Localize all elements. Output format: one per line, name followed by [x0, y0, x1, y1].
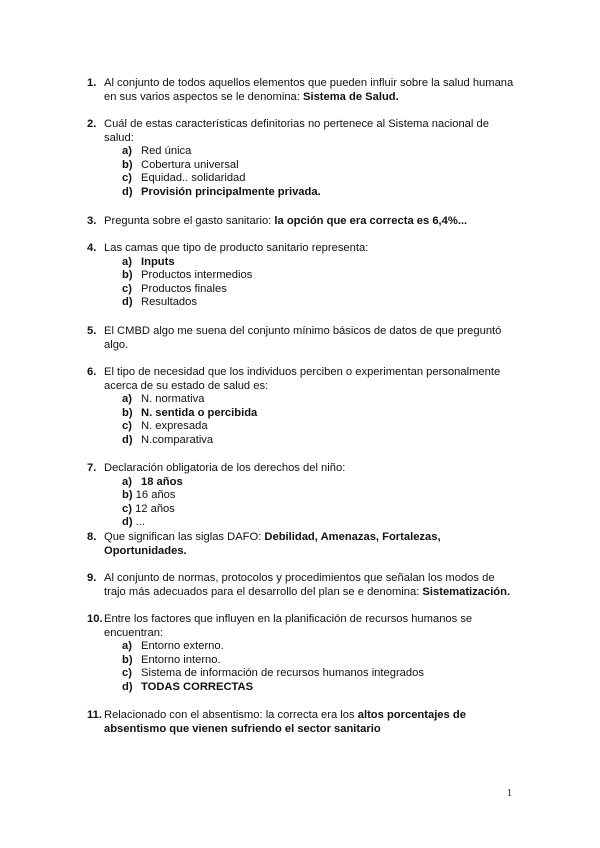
question-2 — [87, 118, 517, 200]
option-a: a) Red única — [122, 145, 192, 158]
option-c: c) Sistema de información de recursos humanos integrados — [122, 667, 424, 680]
question-text: Relacionado con el absentismo: la correcta era los — [104, 709, 355, 721]
question-6 — [87, 366, 517, 448]
options-list — [122, 145, 517, 199]
question-text: El CMBD algo me suena del conjunto mínimo básicos de datos de que preguntó algo. — [104, 325, 502, 351]
page-number: 1 — [507, 788, 512, 799]
question-text: Al conjunto de normas, protocolos y procedimientos que señalan los modos de trajo más adecuados para el desarrollo del plan se e denomina: — [104, 572, 495, 598]
option-c: c) 12 años — [122, 502, 175, 515]
options-list — [122, 256, 517, 310]
question-text: Cuál de estas características definitorias no pertenece al Sistema nacional de salud: — [104, 118, 489, 144]
option-b: b) Productos intermedios — [122, 269, 253, 282]
question-answer: Sistematización. — [422, 585, 511, 598]
option-b: b) Cobertura universal — [122, 158, 239, 171]
question-text: Declaración obligatoria de los derechos del niño: — [104, 462, 346, 474]
question-text: Pregunta sobre el gasto sanitario: — [104, 215, 272, 227]
question-number: 6. — [87, 366, 97, 378]
question-3 — [87, 215, 517, 229]
question-9 — [87, 572, 517, 599]
option-b: b) 16 años — [122, 489, 176, 502]
question-text: Entre los factores que influyen en la planificación de recursos humanos se encuentran: — [104, 613, 473, 639]
option-a: a) Inputs — [122, 255, 175, 268]
question-number: 11. — [87, 709, 102, 721]
option-c: c) N. expresada — [122, 420, 208, 433]
option-b: b) N. sentida o percibida — [122, 406, 258, 419]
question-answer: Sistema de Salud. — [303, 90, 399, 103]
question-number: 1. — [87, 77, 97, 89]
option-a: a) 18 años — [122, 475, 183, 488]
question-text: El tipo de necesidad que los individuos perciben o experimentan personalmente acerca de su estado de salud es: — [104, 366, 501, 392]
question-text: Que significan las siglas DAFO: — [104, 531, 262, 543]
option-a: a) N. normativa — [122, 393, 205, 406]
question-number: 3. — [87, 215, 97, 227]
question-number: 7. — [87, 462, 97, 474]
question-number: 4. — [87, 242, 97, 254]
option-d: d) Resultados — [122, 296, 197, 309]
question-number: 10. — [87, 613, 103, 625]
question-number: 5. — [87, 325, 97, 337]
options-list — [122, 393, 517, 447]
question-1 — [87, 77, 517, 104]
question-11 — [87, 709, 517, 736]
option-d: d) N.comparativa — [122, 433, 214, 446]
option-d: d) Provisión principalmente privada. — [122, 185, 321, 198]
question-answer: la opción que era correcta es 6,4%... — [274, 215, 468, 227]
question-8 — [87, 531, 517, 558]
question-answer: altos porcentajes de absentismo que vienen sufriendo el sector sanitario — [104, 709, 466, 735]
question-7 — [87, 462, 517, 530]
option-a: a) Entorno externo. — [122, 640, 224, 653]
options-list — [122, 640, 517, 694]
question-number: 2. — [87, 118, 97, 130]
option-d: d) ... — [122, 516, 145, 529]
question-4 — [87, 242, 517, 310]
option-c: c) Productos finales — [122, 282, 227, 295]
question-5 — [87, 325, 517, 352]
question-answer: Debilidad, Amenazas, Fortalezas, Oportunidades. — [104, 531, 441, 557]
question-text: Al conjunto de todos aquellos elementos que pueden influir sobre la salud humana en sus varios aspectos se le denomina: — [104, 77, 514, 103]
option-b: b) Entorno interno. — [122, 653, 221, 666]
question-number: 9. — [87, 572, 97, 584]
option-d: d) TODAS CORRECTAS — [122, 680, 254, 693]
question-number: 8. — [87, 531, 97, 543]
question-10 — [87, 613, 517, 695]
question-text: Las camas que tipo de producto sanitario representa: — [104, 242, 369, 254]
options-list — [122, 476, 517, 530]
option-c: c) Equidad.. solidaridad — [122, 172, 246, 185]
